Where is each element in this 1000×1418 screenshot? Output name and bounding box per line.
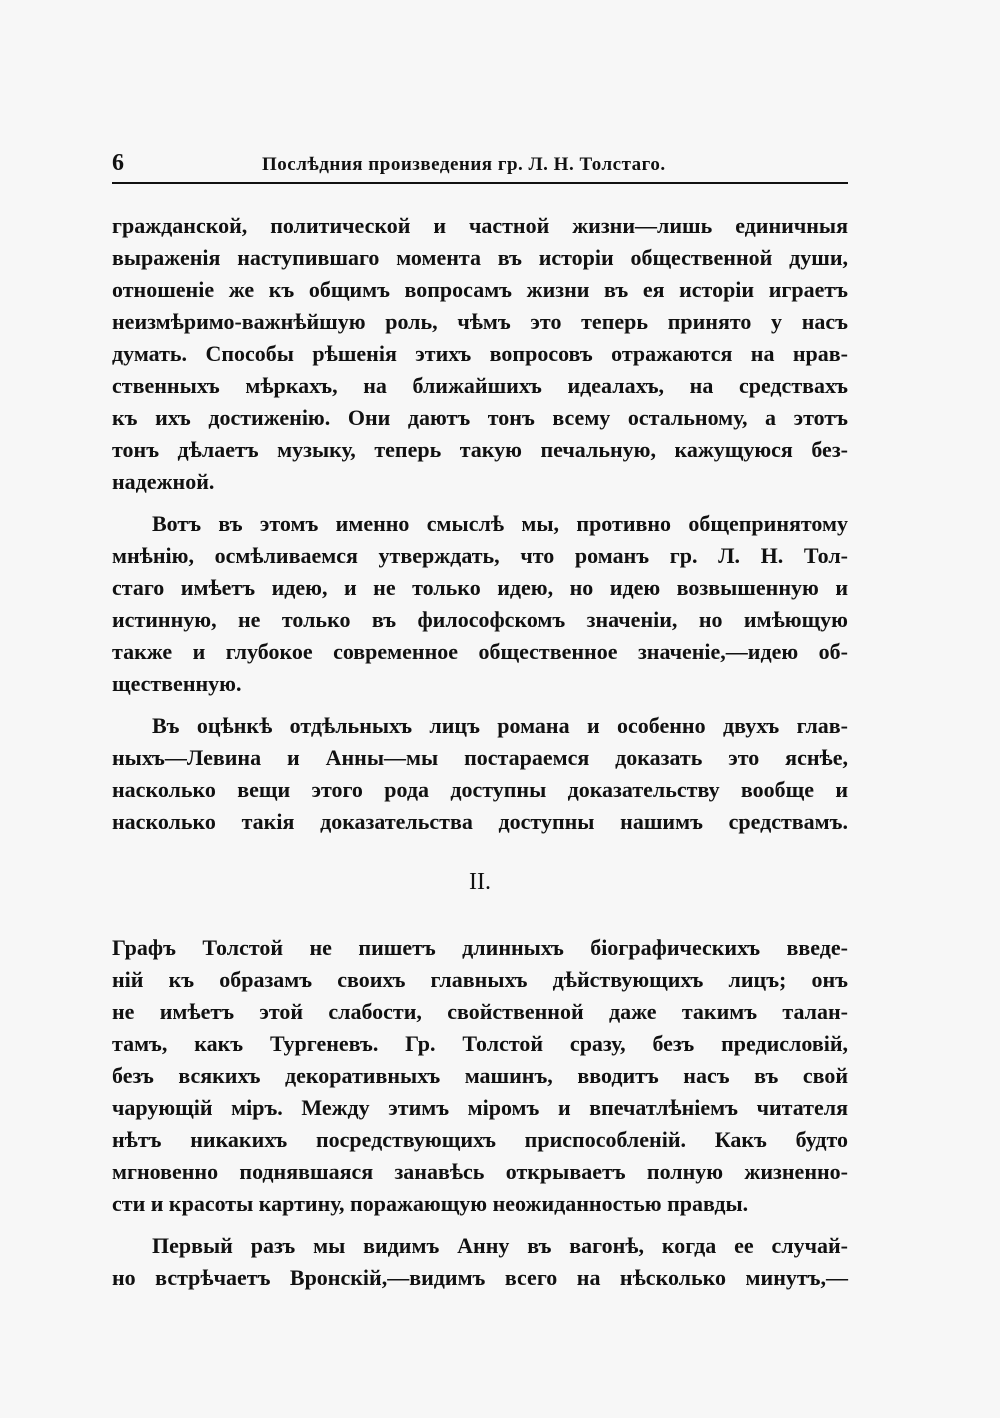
text-line: отношеніе же къ общимъ вопросамъ жизни въ ея исторіи играетъ: [112, 277, 848, 302]
text-line: мгновенно поднявшаяся занавѣсь открываетъ полную жизненно-: [112, 1159, 848, 1184]
text-line: тамъ, какъ Тургеневъ. Гр. Толстой сразу, безъ предисловій,: [112, 1031, 848, 1056]
text-line: нѣтъ никакихъ посредствующихъ приспособленій. Какъ будто: [112, 1127, 848, 1152]
text-line: не имѣетъ этой слабости, свойственной даже такимъ талан-: [112, 999, 848, 1024]
text-line: чарующій міръ. Между этимъ міромъ и впечатлѣніемъ читателя: [112, 1095, 848, 1120]
text-line: также и глубокое современное общественное значеніе,—идею об-: [112, 639, 848, 664]
page-header: [112, 150, 848, 184]
paragraph-2: [112, 508, 848, 700]
section-heading: II.: [469, 869, 491, 895]
text-line: насколько такія доказательства доступны нашимъ средствамъ.: [112, 809, 848, 834]
paragraph-1: [112, 210, 848, 498]
running-title: Послѣдния произведения гр. Л. Н. Толстаго.: [262, 154, 666, 175]
text-line: но встрѣчаетъ Вронскій,—видимъ всего на нѣсколько минутъ,—: [112, 1265, 848, 1290]
text-line: насколько вещи этого рода доступны доказательству вообще и: [112, 777, 848, 802]
text-line: ныхъ—Левина и Анны—мы постараемся доказать это яснѣе,: [112, 745, 848, 770]
paragraph-4: [112, 932, 848, 1220]
text-line: тонъ дѣлаетъ музыку, теперь такую печальную, кажущуюся без-: [112, 437, 848, 462]
text-line: мнѣнію, осмѣливаемся утверждать, что романъ гр. Л. Н. Тол-: [112, 543, 848, 568]
text-line: истинную, не только въ философскомъ значеніи, но имѣющую: [112, 607, 848, 632]
body-text: [112, 210, 848, 1294]
paragraph-3: [112, 710, 848, 838]
text-line: Въ оцѣнкѣ отдѣльныхъ лицъ романа и особенно двухъ глав-: [152, 713, 848, 738]
text-line: стаго имѣетъ идею, и не только идею, но идею возвышенную и: [112, 575, 848, 600]
text-line: сти и красоты картину, поражающую неожиданностью правды.: [112, 1191, 749, 1216]
text-line: ній къ образамъ своихъ главныхъ дѣйствующихъ лицъ; онъ: [112, 967, 848, 992]
text-line: гражданской, политической и частной жизни—лишь единичныя: [112, 213, 848, 238]
text-line: Графъ Толстой не пишетъ длинныхъ біографическихъ введе-: [112, 935, 848, 960]
text-line: надежной.: [112, 469, 215, 494]
text-line: Первый разъ мы видимъ Анну въ вагонѣ, когда ее случай-: [152, 1233, 848, 1258]
text-line: щественную.: [112, 671, 242, 696]
text-line: ственныхъ мѣркахъ, на ближайшихъ идеалахъ, на средствахъ: [112, 373, 848, 398]
text-line: думать. Способы рѣшенія этихъ вопросовъ отражаются на нрав-: [112, 341, 848, 366]
text-line: неизмѣримо-важнѣйшую роль, чѣмъ это теперь принято у насъ: [112, 309, 848, 334]
text-line: выраженія наступившаго момента въ исторіи общественной души,: [112, 245, 848, 270]
text-line: Вотъ въ этомъ именно смыслѣ мы, противно общепринятому: [152, 511, 848, 536]
text-line: къ ихъ достиженію. Они даютъ тонъ всему остальному, а этотъ: [112, 405, 848, 430]
page-number: 6: [112, 150, 124, 176]
paragraph-5: [112, 1230, 848, 1294]
text-line: безъ всякихъ декоративныхъ машинъ, вводитъ насъ въ свой: [112, 1063, 848, 1088]
